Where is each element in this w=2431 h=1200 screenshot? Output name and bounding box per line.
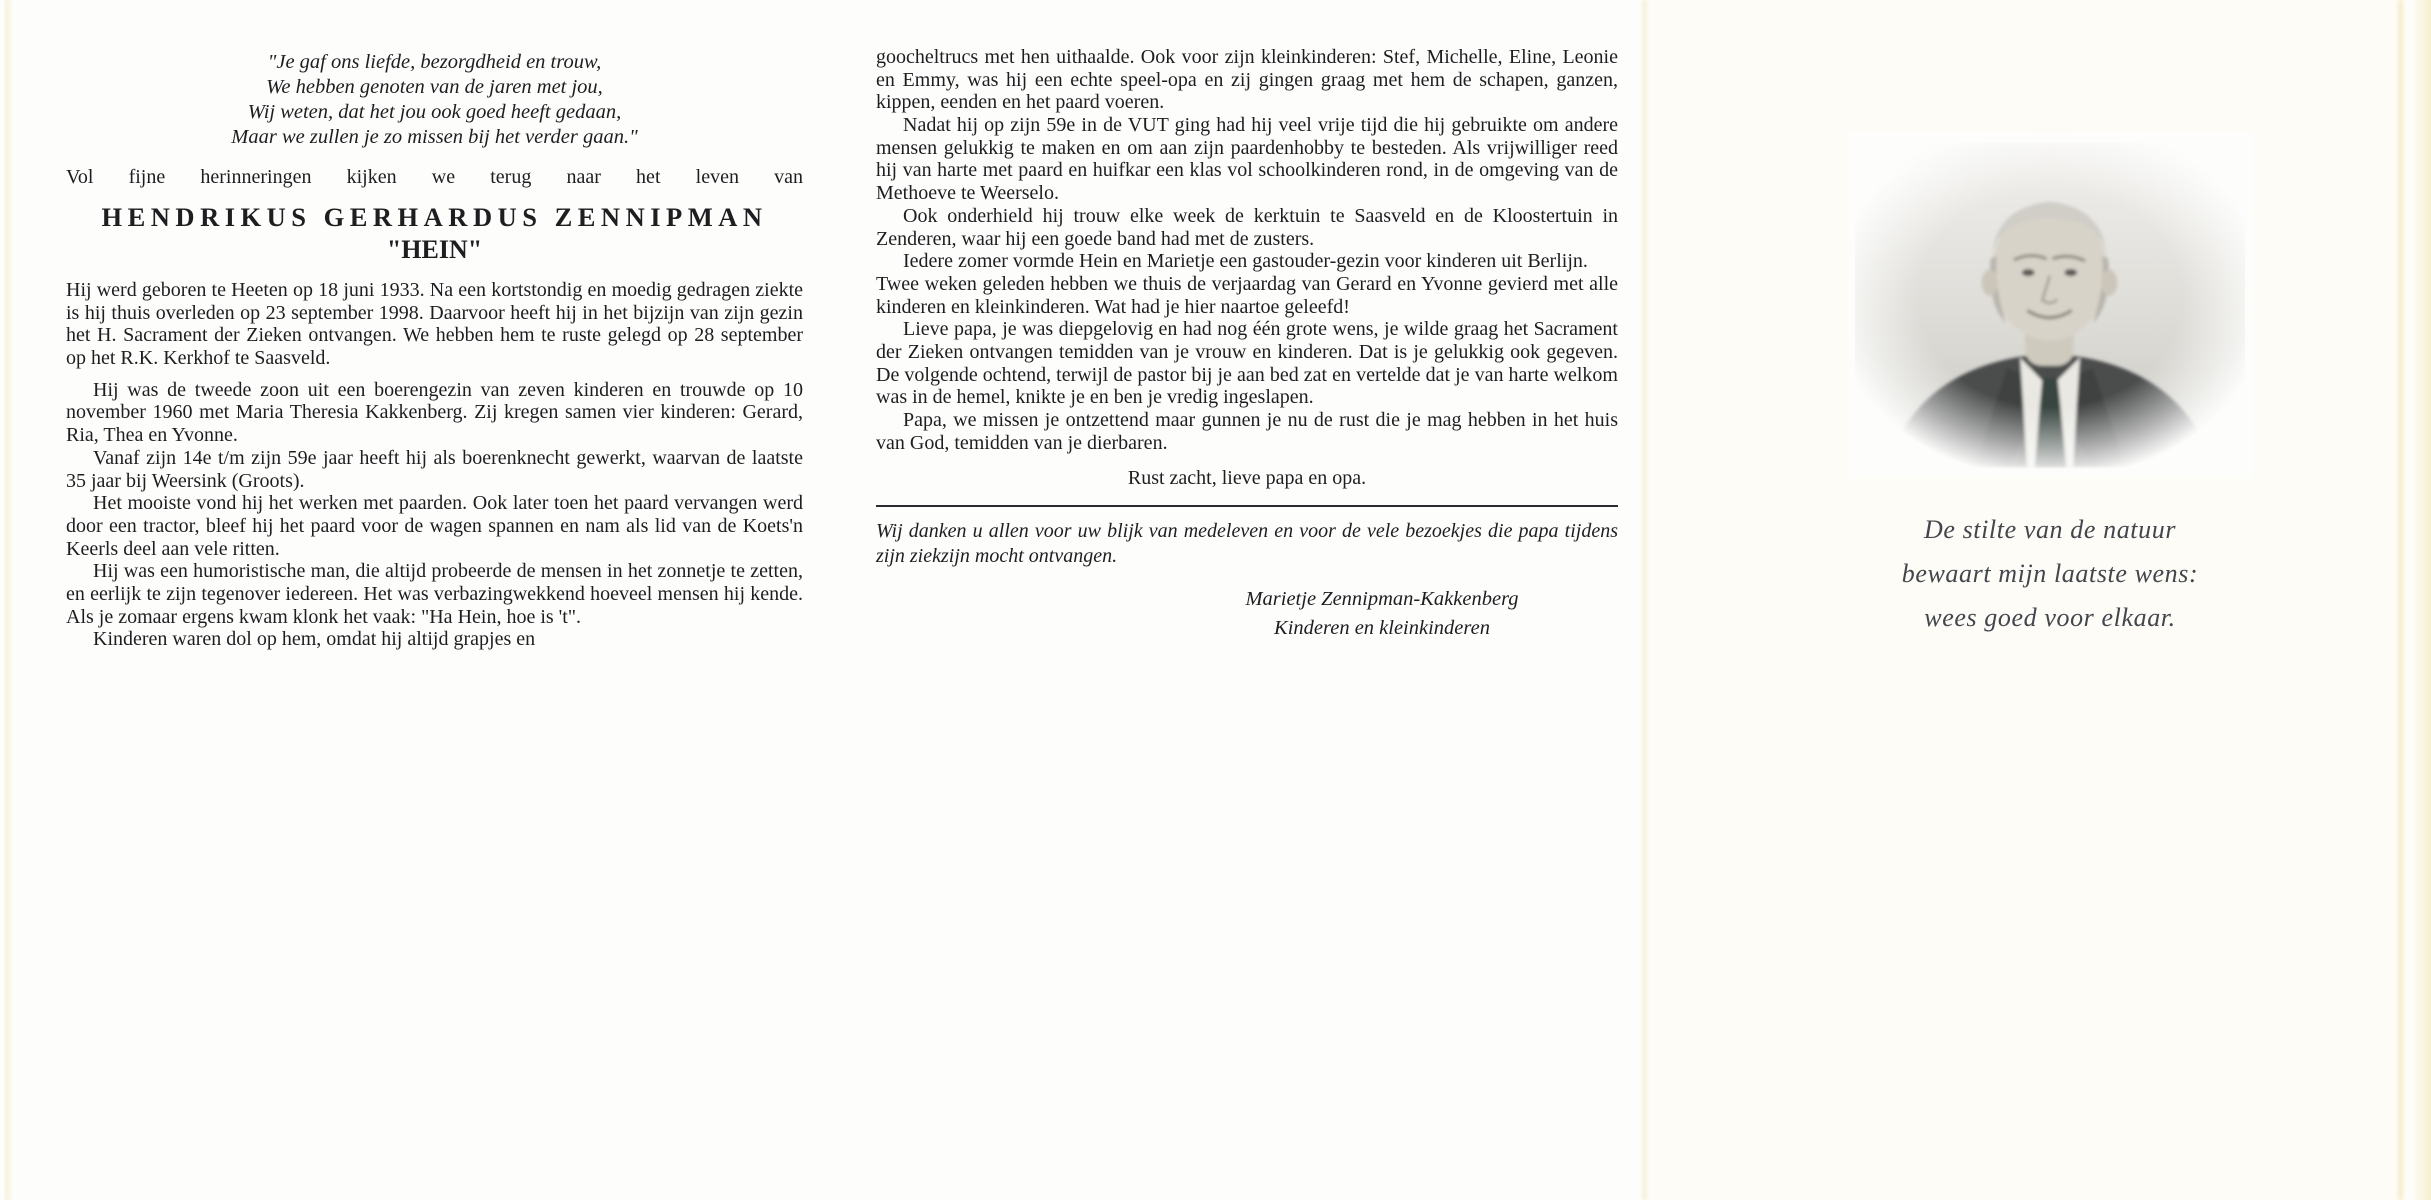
poem-line: "Je gaf ons liefde, bezorgdheid en trouw, bbox=[267, 51, 602, 73]
deceased-nickname: "HEIN" bbox=[386, 235, 483, 264]
biography-paragraph: Hij was de tweede zoon uit een boerengezin van zeven kinderen en trouwde op 10 november 1960 met Maria Theresia Kakkenberg. Zij kregen samen vier kinderen: Gerard, Ria, Thea en Yvonne. bbox=[66, 378, 803, 447]
signature-line: Marietje Zennipman-Kakkenberg bbox=[1245, 588, 1519, 611]
deceased-name: HENDRIKUS GERHARDUS ZENNIPMAN bbox=[101, 202, 768, 232]
closing-quote bbox=[1800, 508, 2300, 641]
quote-line: De stilte van de natuur bbox=[1923, 515, 2177, 544]
closing-line: Rust zacht, lieve papa en opa. bbox=[1127, 467, 1367, 490]
biography-paragraph: Twee weken geleden hebben we thuis de verjaardag van Gerard en Yvonne gevierd met alle kinderen en kleinkinderen. Wat had je hier naartoe geleefd! bbox=[876, 272, 1618, 318]
biography-paragraph: Hij was een humoristische man, die altijd probeerde de mensen in het zonnetje te zetten, en eerlijk te zijn tegenover iedereen. Het was verbazingwekkend hoeveel mensen hij kende. Als je zomaar ergens kwam klonk het vaak: "Ha Hein, hoe is 't". bbox=[66, 560, 803, 628]
biography-paragraph: Kinderen waren dol op hem, omdat hij altijd grapjes en bbox=[93, 628, 536, 651]
middle-column bbox=[876, 46, 1618, 643]
biography-paragraph: Ook onderhield hij trouw elke week de kerktuin te Saasveld en de Kloostertuin in Zenderen, waar hij een goede band had met de zusters. bbox=[876, 204, 1618, 250]
scan-edge-left bbox=[5, 0, 13, 1200]
right-panel bbox=[1800, 140, 2300, 641]
signature-block bbox=[876, 585, 1618, 642]
biography-paragraph: Nadat hij op zijn 59e in de VUT ging had hij veel vrije tijd die hij gebruikte om andere mensen gelukkig te maken en om aan zijn paardenhobby te besteden. Als vrijwilliger reed hij van harte met paard en huifkar een klas vol schoolkinderen rond, in de omgeving van de Methoeve te Weerselo. bbox=[876, 114, 1618, 205]
biography-paragraph: Lieve papa, je was diepgelovig en had nog één grote wens, je wilde graag het Sacrament der Zieken ontvangen temidden van je vrouw en kinderen. Dat is je gelukkig ook gegeven. De volgende ochtend, terwijl de pastor bij je aan bed zat en vertelde dat je van harte welkom was in de hemel, knikte je en ben je vredig ingeslapen. bbox=[876, 318, 1618, 409]
biography-paragraph: Hij werd geboren te Heeten op 18 juni 1933. Na een kortstondig en moedig gedragen ziekte is hij thuis overleden op 23 september 1998. Daarvoor heeft hij in het bijzijn van zijn gezin het H. Sacrament der Zieken ontvangen. We hebben hem te ruste gelegd op 28 september op het R.K. Kerkhof te Saasveld. bbox=[66, 279, 803, 370]
biography-paragraph: Het mooiste vond hij het werken met paarden. Ook later toen het paard vervangen werd door een tractor, bleef hij het paard voor de wagen spannen en nam als lid van de Koets'n Keerls deel aan vele ritten. bbox=[66, 492, 803, 560]
photo-vignette bbox=[1847, 132, 2253, 478]
opening-poem bbox=[66, 50, 803, 150]
biography-paragraph: Iedere zomer vormde Hein en Marietje een gastouder-gezin voor kinderen uit Berlijn. bbox=[903, 250, 1588, 273]
quote-line: bewaart mijn laatste wens: bbox=[1901, 559, 2199, 589]
card-fold-line-mid bbox=[1642, 0, 1647, 1200]
biography-paragraph: goocheltrucs met hen uithaalde. Ook voor zijn kleinkinderen: Stef, Michelle, Eline, Leonie en Emmy, was hij een echte speel-opa en zij gingen graag met hem de schapen, ganzen, kippen, eenden en het paard voeren. bbox=[876, 46, 1618, 114]
poem-line: Maar we zullen je zo missen bij het verder gaan." bbox=[231, 126, 638, 148]
poem-line: Wij weten, dat het jou ook goed heeft gedaan, bbox=[247, 101, 622, 123]
left-column bbox=[66, 50, 803, 651]
biography-paragraph: Papa, we missen je ontzettend maar gunnen je nu de rust die je mag hebben in het huis van God, temidden van je dierbaren. bbox=[876, 409, 1618, 454]
quote-line: wees goed voor elkaar. bbox=[1924, 603, 2176, 633]
divider-rule bbox=[876, 505, 1618, 507]
biography-paragraph: Vanaf zijn 14e t/m zijn 59e jaar heeft hij als boerenknecht gewerkt, waarvan de laatste 35 jaar bij Weersink (Groots). bbox=[66, 446, 803, 492]
intro-line: Vol fijne herinneringen kijken we terug naar het leven van bbox=[66, 166, 803, 188]
signature-line: Kinderen en kleinkinderen bbox=[1274, 617, 1490, 640]
portrait-photo bbox=[1855, 140, 2245, 470]
thanks-note: Wij danken u allen voor uw blijk van medeleven en voor de vele bezoekjes die papa tijdens zijn ziekzijn mocht ontvangen. bbox=[876, 520, 1618, 568]
poem-line: We hebben genoten van de jaren met jou, bbox=[266, 76, 603, 98]
